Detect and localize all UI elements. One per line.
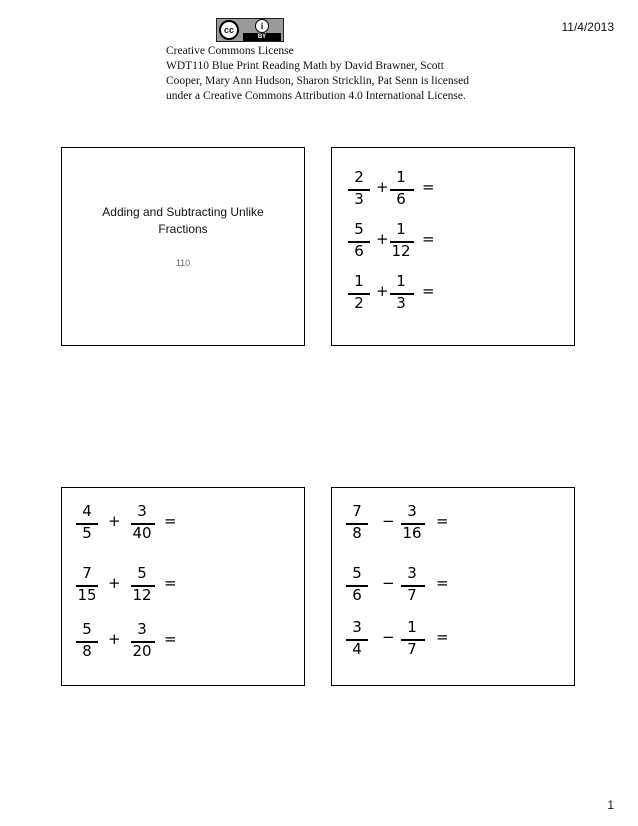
operator: + [376,282,389,300]
fraction-denominator: 40 [132,524,152,542]
slide-title-card [61,147,305,346]
fraction-denominator: 8 [352,524,362,542]
operator: + [108,574,121,592]
fraction-numerator: 1 [407,618,417,636]
slide-title-line: Adding and Subtracting Unlike [102,205,264,219]
license-line: WDT110 Blue Print Reading Math by David Brawner, Scott [166,60,444,72]
slide-title-line: Fractions [158,222,208,236]
slide-fraction-problems [331,147,575,346]
operator: − [382,512,395,530]
fraction-denominator: 3 [354,190,364,208]
cc-license-badge[interactable] [216,18,284,42]
operator: + [108,630,121,648]
slide-title [62,204,304,238]
equals-sign: = [164,512,177,530]
fraction-numerator: 5 [137,564,147,582]
license-line: Cooper, Mary Ann Hudson, Sharon Stricklin, Pat Senn is licensed [166,75,469,87]
fraction-numerator: 2 [354,168,364,186]
fraction-numerator: 7 [82,564,92,582]
fraction-problem [72,502,272,552]
fraction-problem [344,168,544,218]
fraction-denominator: 7 [407,640,417,658]
fraction-numerator: 4 [82,502,92,520]
fraction-denominator: 2 [354,294,364,312]
fraction-numerator: 1 [354,272,364,290]
fraction-problem [342,564,542,614]
fraction-numerator: 5 [352,564,362,582]
fraction-numerator: 3 [407,502,417,520]
fraction-problem [72,620,272,670]
fraction-numerator: 7 [352,502,362,520]
fraction-numerator: 3 [137,620,147,638]
fraction-problem [344,272,544,322]
equals-sign: = [422,230,435,248]
fraction-denominator: 15 [77,586,97,604]
fraction-denominator: 20 [132,642,152,660]
fraction-denominator: 6 [396,190,406,208]
license-text [166,44,526,104]
equals-sign: = [436,628,449,646]
fraction-denominator: 12 [391,242,411,260]
fraction-denominator: 8 [82,642,92,660]
fraction-numerator: 3 [352,618,362,636]
attribution-person-icon: i [255,19,269,33]
fraction-problem [342,502,542,552]
equals-sign: = [436,574,449,592]
operator: + [108,512,121,530]
fraction-denominator: 16 [402,524,422,542]
cc-icon: cc [219,20,239,40]
fraction-denominator: 5 [82,524,92,542]
fraction-numerator: 3 [137,502,147,520]
fraction-denominator: 12 [132,586,152,604]
by-label: BY [243,33,281,41]
fraction-denominator: 4 [352,640,362,658]
fraction-numerator: 1 [396,272,406,290]
page-number: 1 [607,798,614,812]
slide-subtitle: 110 [175,258,191,268]
fraction-denominator: 7 [407,586,417,604]
slide-fraction-problems [331,487,575,686]
fraction-denominator: 6 [352,586,362,604]
fraction-problem [344,220,544,270]
operator: + [376,230,389,248]
fraction-denominator: 6 [354,242,364,260]
equals-sign: = [436,512,449,530]
equals-sign: = [422,282,435,300]
date-label: 11/4/2013 [561,20,614,34]
equals-sign: = [164,574,177,592]
operator: + [376,178,389,196]
license-line: under a Creative Commons Attribution 4.0 International License. [166,90,466,102]
fraction-numerator: 1 [396,168,406,186]
fraction-problem [72,564,272,614]
fraction-numerator: 5 [354,220,364,238]
operator: − [382,628,395,646]
fraction-numerator: 1 [396,220,406,238]
slide-fraction-problems [61,487,305,686]
fraction-denominator: 3 [396,294,406,312]
license-line: Creative Commons License [166,45,294,57]
operator: − [382,574,395,592]
equals-sign: = [422,178,435,196]
fraction-problem [342,618,542,668]
fraction-numerator: 5 [82,620,92,638]
fraction-numerator: 3 [407,564,417,582]
equals-sign: = [164,630,177,648]
